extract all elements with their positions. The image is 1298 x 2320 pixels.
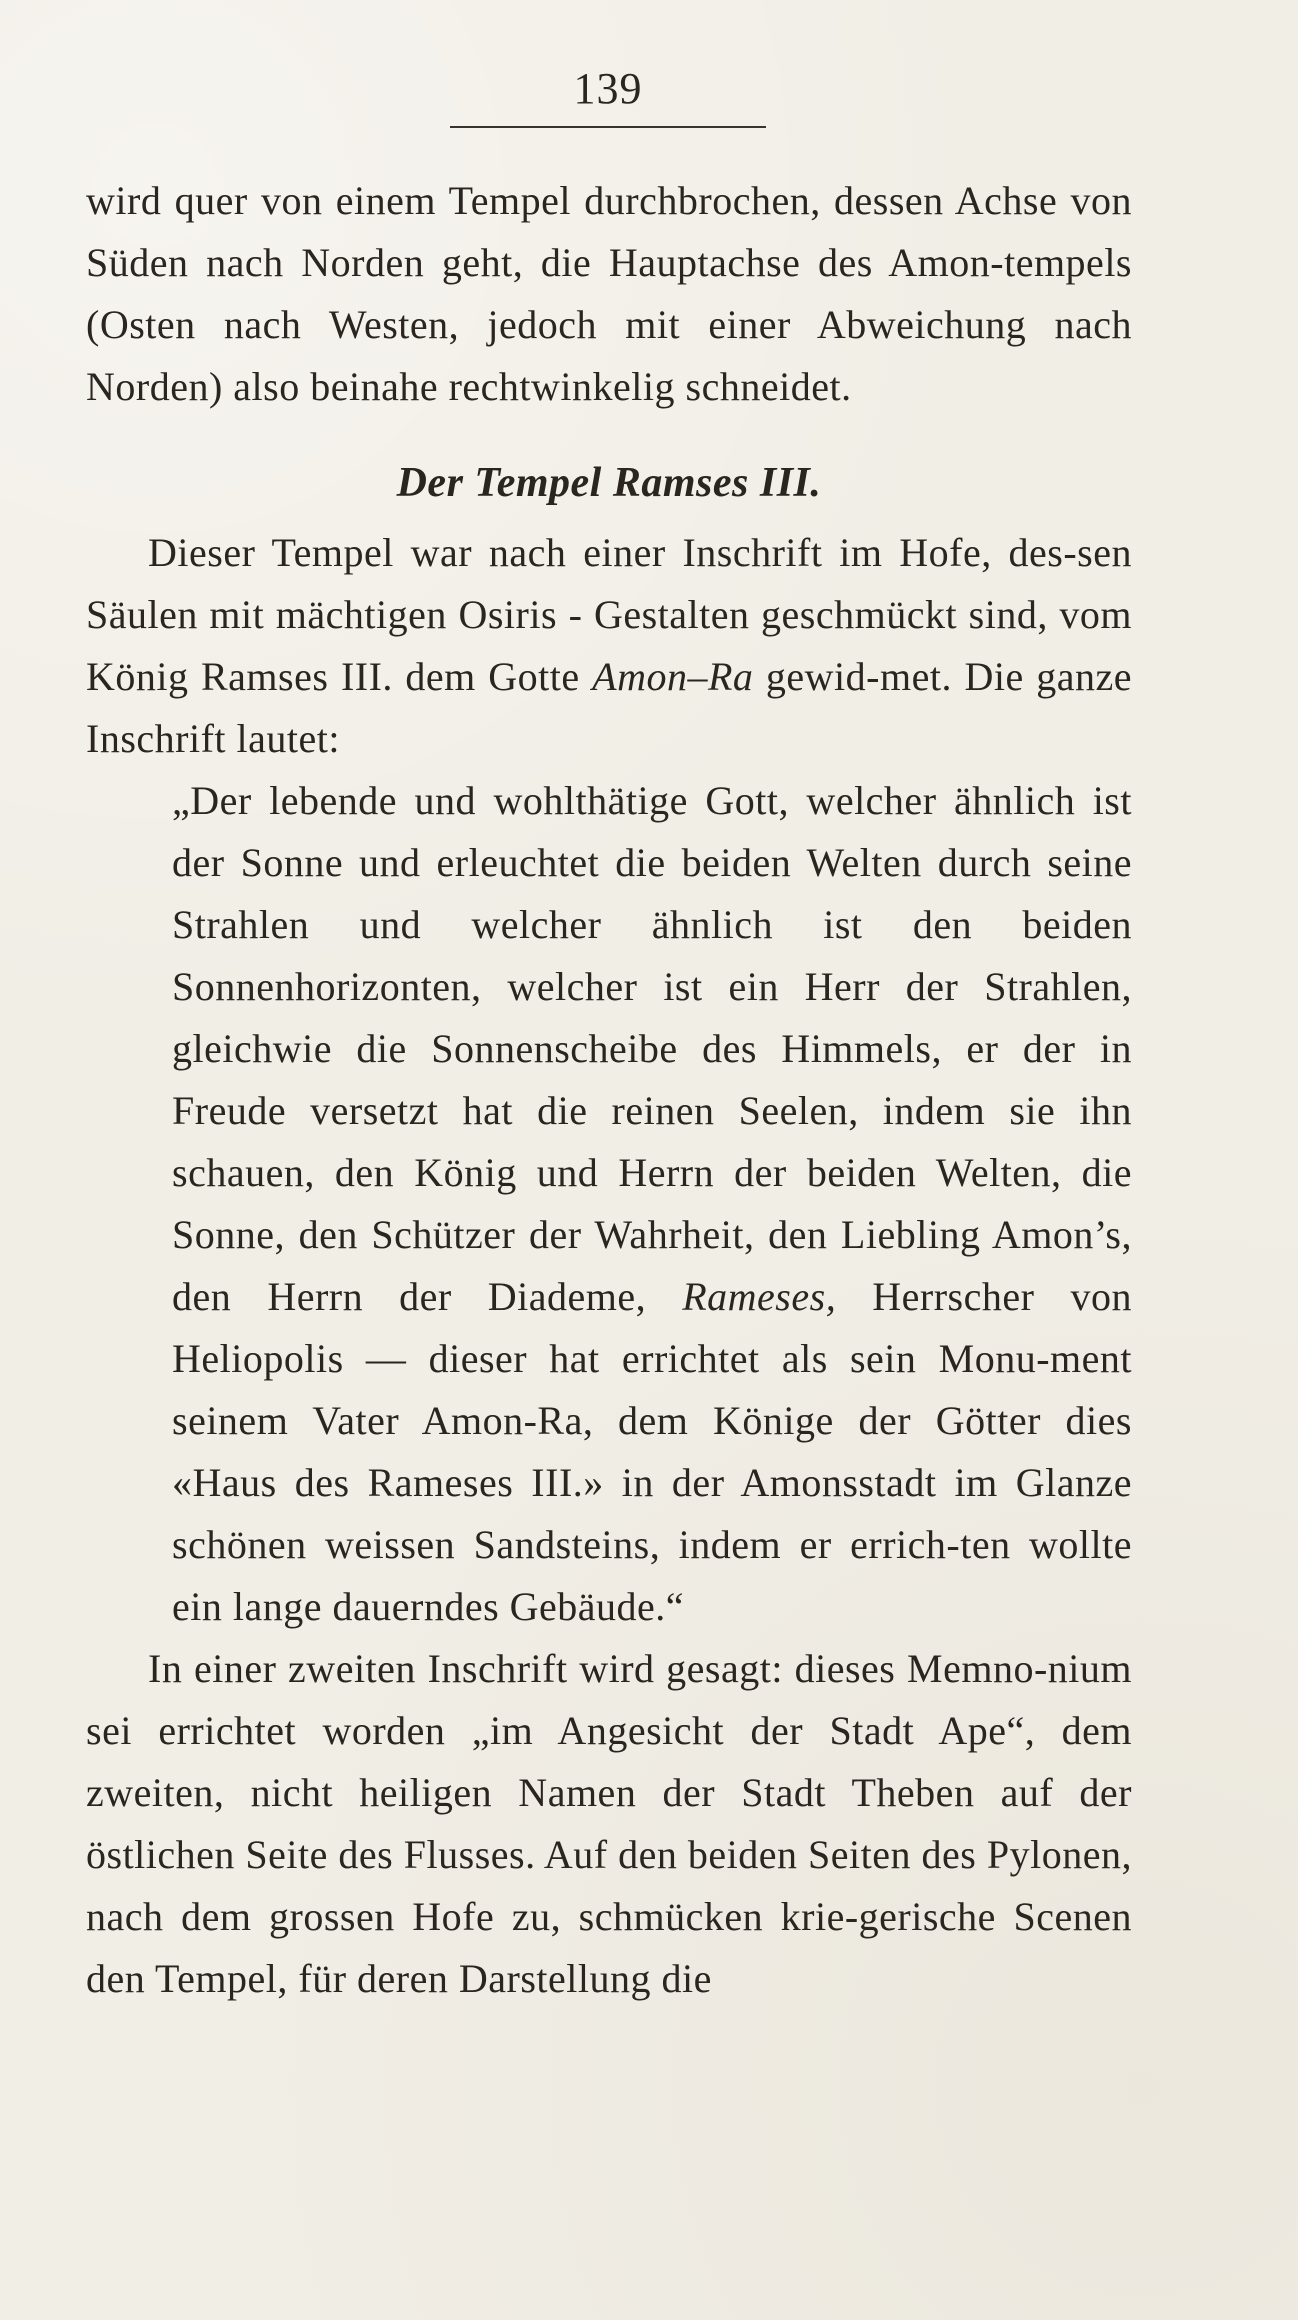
page-content xyxy=(86,170,1132,2010)
inscription-quote-start: „Der lebende und wohlthätige Gott, welcher ähnlich ist der Sonne und erleuchtet die beiden Welten durch seine Strahlen und welcher ähnlich ist den beiden Sonnenhorizonten, welcher ist ein Herr der Strahlen, gleichwie die Sonnenscheibe des Himmels, er der in Freude versetzt hat die reinen Seelen, indem sie ihn schauen, den König und Herrn der beiden Welten, die Sonne, den Schützer der Wahrheit, den Liebling Amon’s, den Herrn der Diademe, xyxy=(172,778,1132,1319)
pharaoh-name-italic: Rameses, xyxy=(682,1274,837,1319)
inscription-quote xyxy=(172,770,1132,1638)
section-heading: Der Tempel Ramses III. xyxy=(396,460,822,506)
page-header xyxy=(450,62,766,132)
deity-name-italic: Amon–Ra xyxy=(592,654,754,699)
temple-description-paragraph xyxy=(86,522,1132,770)
temple-description-text-end: gewid-met. Die ganze Inschrift lautet: xyxy=(86,654,1132,761)
header-rule xyxy=(450,126,766,128)
temple-description-text-start: Dieser Tempel war nach einer Inschrift im Hofe, des-sen Säulen mit mächtigen Osiris - Gestalten geschmückt sind, vom König Ramses III. dem Gotte xyxy=(86,530,1132,699)
second-inscription-paragraph: In einer zweiten Inschrift wird gesagt: dieses Memno-nium sei errichtet worden „im Angesicht der Stadt Ape“, dem zweiten, nicht heiligen Namen der Stadt Theben auf der östlichen Seite des Flusses. Auf den beiden Seiten des Pylonen, nach dem grossen Hofe zu, schmücken krie-gerische Scenen den Tempel, für deren Darstellung die xyxy=(86,1646,1132,2001)
page-number: 139 xyxy=(573,64,643,113)
inscription-quote-end: Herrscher von Heliopolis — dieser hat errichtet als sein Monu-ment seinem Vater Amon-Ra, dem Könige der Götter dies «Haus des Rameses III.» in der Amonsstadt im Glanze schönen weissen Sandsteins, indem er errich-ten wollte ein lange dauerndes Gebäude.“ xyxy=(172,1274,1132,1629)
intro-paragraph: wird quer von einem Tempel durchbrochen, dessen Achse von Süden nach Norden geht, die Hauptachse des Amon-tempels (Osten nach Westen, jedoch mit einer Abweichung nach Norden) also beinahe rechtwinkelig schneidet. xyxy=(86,178,1132,409)
